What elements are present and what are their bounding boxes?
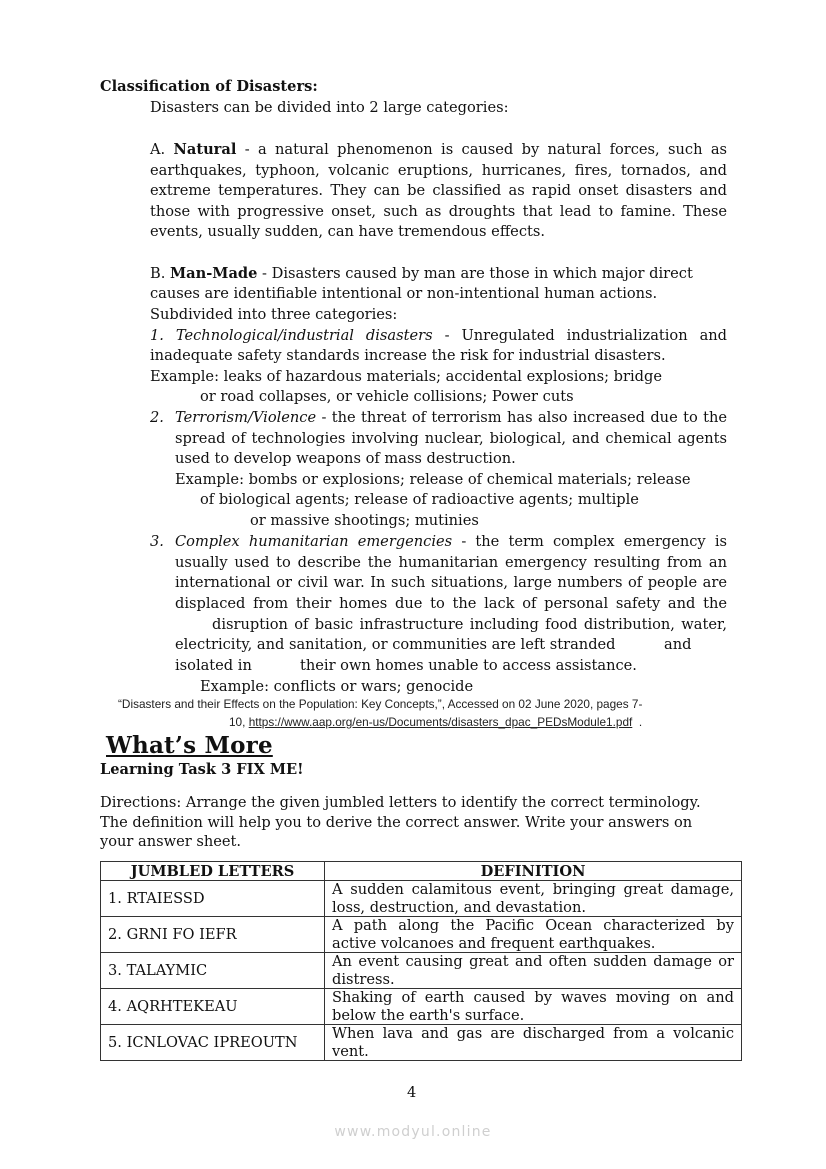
jumbled-cell: 4. AQRHTEKEAU [101, 989, 325, 1025]
cat3-line-7b: their own homes unable to access assistance. [300, 657, 637, 674]
cat3-number: 3. [150, 533, 164, 550]
definition-cell: Shaking of earth caused by waves moving on and below the earth's surface. [325, 989, 742, 1025]
task-title: Learning Task 3 FIX ME! [100, 761, 304, 778]
cat3-line-6: electricity, and sanitation, or communities are left stranded [175, 636, 616, 653]
definition-cell: When lava and gas are discharged from a volcanic vent. [325, 1025, 742, 1061]
cat2-text: - the threat of terrorism has also increased due to the [321, 409, 728, 426]
table-row [101, 1025, 742, 1061]
definition-cell: A path along the Pacific Ocean characterized by active volcanoes and frequent earthquakes. [325, 917, 742, 953]
citation-link[interactable]: https://www.aap.org/en-us/Documents/disasters_dpac_PEDsModule1.pdf [248, 715, 633, 729]
manmade-line-3: Subdivided into three categories: [150, 306, 398, 323]
cat3-line-4: displaced from their homes due to the lack of personal safety and the [175, 595, 727, 612]
cat2-line-2: spread of technologies involving nuclear, biological, and chemical agents [175, 430, 727, 447]
manmade-term: Man-Made [170, 265, 258, 282]
directions-line-3: your answer sheet. [100, 833, 242, 850]
header-definition: DEFINITION [325, 862, 742, 881]
cat1-text: - Unregulated industrialization and [444, 327, 728, 344]
jumbled-cell: 2. GRNI FO IEFR [101, 917, 325, 953]
definition-cell: An event causing great and often sudden damage or distress. [325, 953, 742, 989]
cat2-line-3: used to develop weapons of mass destruction. [175, 450, 516, 467]
cat1-example-2: or road collapses, or vehicle collisions; Power cuts [200, 388, 574, 405]
cat3-title: Complex humanitarian emergencies [175, 533, 453, 550]
jumbled-cell: 3. TALAYMIC [101, 953, 325, 989]
definition-cell: A sudden calamitous event, bringing great damage, loss, destruction, and devastation. [325, 881, 742, 917]
natural-line-1 [150, 140, 727, 161]
natural-line-3: extreme temperatures. They can be classified as rapid onset disasters and [150, 182, 727, 199]
manmade-line-1 [150, 264, 693, 285]
cat2-number: 2. [150, 409, 164, 426]
manmade-prefix: B. [150, 265, 166, 282]
cat3-line-7a: isolated in [175, 657, 252, 674]
directions-line-1: Directions: Arrange the given jumbled letters to identify the correct terminology. [100, 794, 701, 811]
cat2-example-3: or massive shootings; mutinies [250, 512, 479, 529]
citation-suffix: . [638, 715, 643, 729]
cat2-example-2: of biological agents; release of radioactive agents; multiple [200, 491, 639, 508]
table-header-row [101, 862, 742, 881]
cat2-example-1: Example: bombs or explosions; release of chemical materials; release [175, 471, 691, 488]
table-row [101, 953, 742, 989]
cat3-text: - the term complex emergency is [461, 533, 727, 550]
header-jumbled: JUMBLED LETTERS [101, 862, 325, 881]
terminology-table [100, 861, 742, 1061]
cat3-line-6b: and [664, 636, 692, 653]
natural-line-4: those with progressive onset, such as droughts that lead to famine. These [150, 203, 727, 220]
manmade-line-2: causes are identifiable intentional or non-intentional human actions. [150, 285, 658, 302]
intro-text: Disasters can be divided into 2 large categories: [150, 99, 509, 116]
jumbled-cell: 5. ICNLOVAC IPREOUTN [101, 1025, 325, 1061]
cat3-line-3: international or civil war. In such situations, large numbers of people are [175, 574, 727, 591]
citation-line-1: “Disasters and their Effects on the Population: Key Concepts,”, Accessed on 02 June 2020, pages 7- [118, 697, 643, 711]
jumbled-cell: 1. RTAIESSD [101, 881, 325, 917]
cat1-line-1 [150, 326, 727, 347]
citation-line-2 [229, 715, 642, 729]
natural-term: Natural [173, 141, 237, 158]
cat1-title: 1. Technological/industrial disasters [150, 327, 433, 344]
cat3-line-5: disruption of basic infrastructure including food distribution, water, [212, 616, 727, 633]
table-row [101, 881, 742, 917]
cat1-line-2: inadequate safety standards increase the risk for industrial disasters. [150, 347, 666, 364]
cat3-line-2: usually used to describe the humanitarian emergency resulting from an [175, 554, 727, 571]
watermark: www.modyul.online [334, 1124, 492, 1140]
table-row [101, 917, 742, 953]
natural-line-2: earthquakes, typhoon, volcanic eruptions, hurricanes, fires, tornados, and [150, 162, 727, 179]
natural-line-5: events, usually sudden, can have tremendous effects. [150, 223, 545, 240]
directions-line-2: The definition will help you to derive the correct answer. Write your answers on [100, 814, 693, 831]
cat2-line-1 [175, 408, 727, 429]
table-row [101, 989, 742, 1025]
cat3-line-1 [175, 532, 727, 553]
cat3-example: Example: conflicts or wars; genocide [200, 678, 474, 695]
manmade-text: - Disasters caused by man are those in which major direct [262, 265, 693, 282]
whats-more-heading: What’s More [106, 732, 273, 759]
natural-text: - a natural phenomenon is caused by natural forces, such as [244, 141, 728, 158]
cat2-title: Terrorism/Violence [175, 409, 317, 426]
section-heading: Classification of Disasters: [100, 78, 318, 95]
citation-pages: 10, [229, 715, 246, 729]
page-number: 4 [407, 1084, 417, 1101]
natural-prefix: A. [150, 141, 166, 158]
cat1-example-1: Example: leaks of hazardous materials; accidental explosions; bridge [150, 368, 662, 385]
